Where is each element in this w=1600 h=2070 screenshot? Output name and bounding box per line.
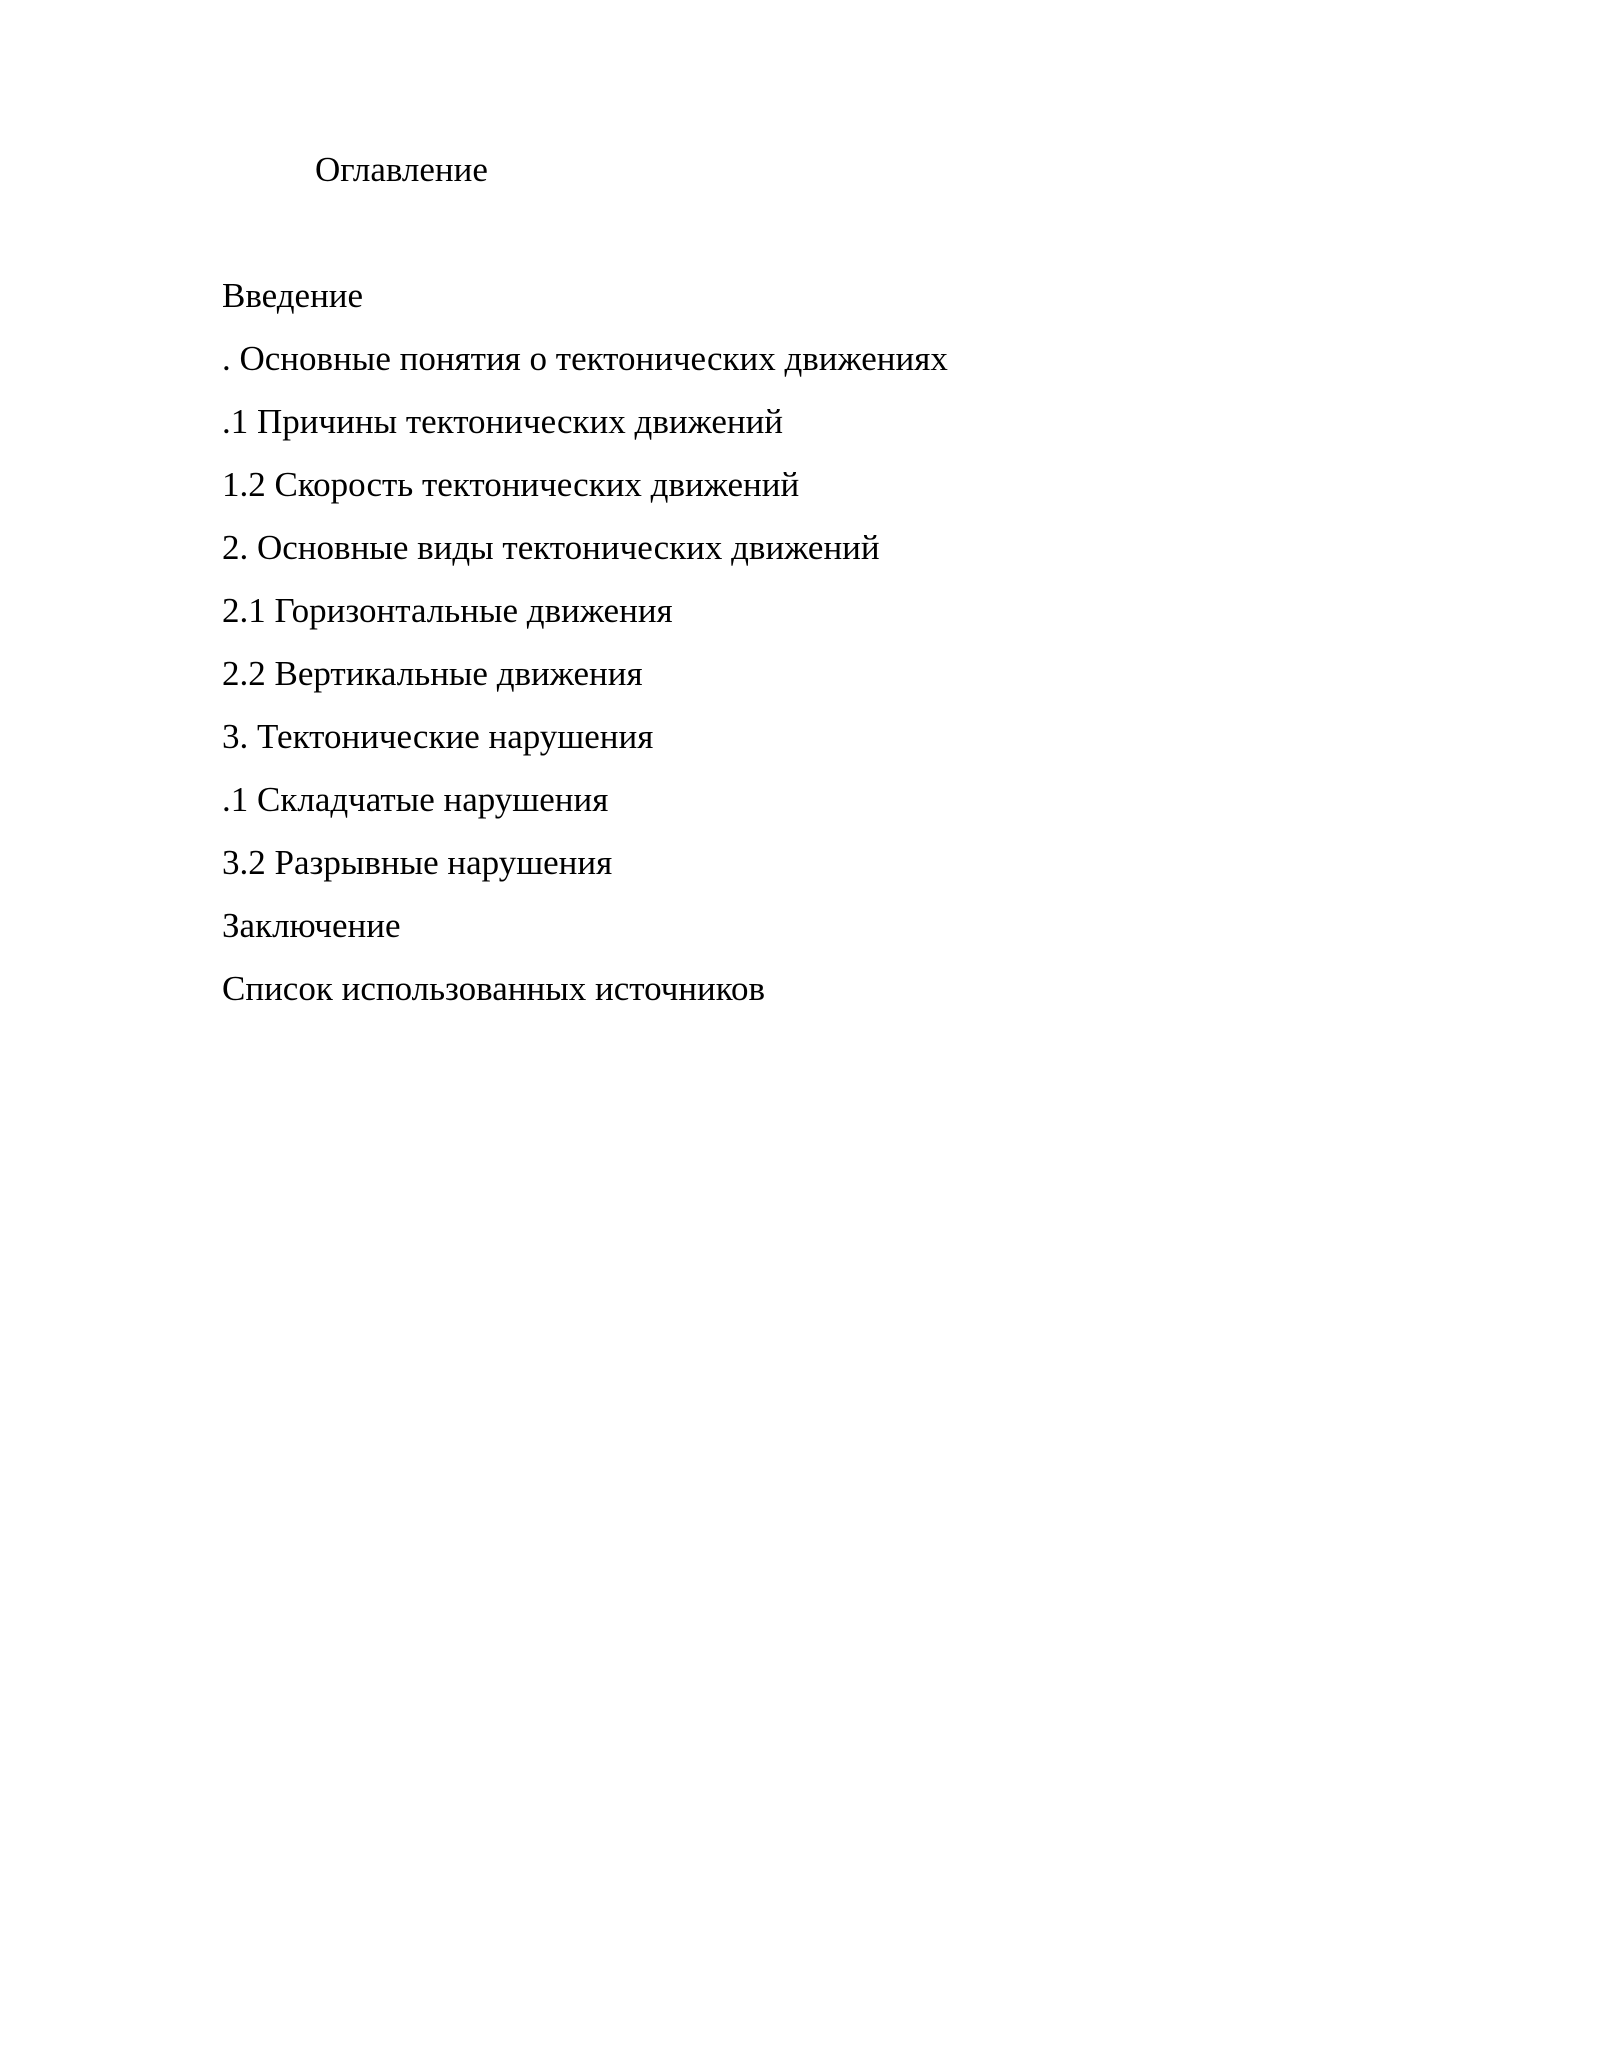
toc-item-section-1-1: .1 Причины тектонических движений (222, 402, 784, 441)
toc-item-section-1: . Основные понятия о тектонических движениях (222, 339, 948, 378)
toc-item-section-2-2: 2.2 Вертикальные движения (222, 654, 643, 693)
toc-item-section-3-2: 3.2 Разрывные нарушения (222, 843, 613, 882)
toc-item-introduction: Введение (222, 276, 364, 315)
toc-item-section-2: 2. Основные виды тектонических движений (222, 528, 880, 567)
toc-item-section-3: 3. Тектонические нарушения (222, 717, 654, 756)
toc-list (222, 274, 948, 1030)
toc-title: Оглавление (315, 150, 488, 189)
toc-item-section-2-1: 2.1 Горизонтальные движения (222, 591, 673, 630)
toc-item-section-3-1: .1 Складчатые нарушения (222, 780, 609, 819)
toc-item-references: Список использованных источников (222, 969, 766, 1008)
toc-item-section-1-2: 1.2 Скорость тектонических движений (222, 465, 800, 504)
toc-item-conclusion: Заключение (222, 906, 401, 945)
